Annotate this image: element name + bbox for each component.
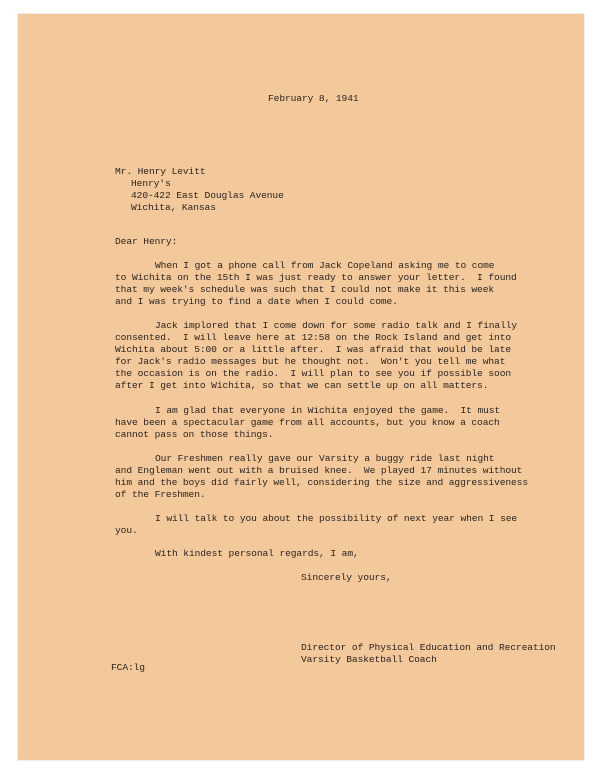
typist-initials: FCA:lg [111,662,145,673]
signature-title-1: Director of Physical Education and Recreation [301,642,556,653]
paragraph-1-line-2: to Wichita on the 15th I was just ready to answer your letter. I found [115,272,517,283]
recipient-city: Wichita, Kansas [131,202,216,213]
paragraph-3-line-1: I am glad that everyone in Wichita enjoyed the game. It must [155,405,501,416]
paragraph-4-line-2: and Engleman went out with a bruised knee. We played 17 minutes without [115,465,523,476]
recipient-name: Mr. Henry Levitt [115,166,206,177]
paragraph-1-line-1: When I got a phone call from Jack Copeland asking me to come [155,260,495,271]
paragraph-2-line-6: after I get into Wichita, so that we can settle up on all matters. [115,380,489,391]
letter-page [18,14,584,760]
paragraph-5-line-1: I will talk to you about the possibility of next year when I see [155,513,518,524]
signature-title-2: Varsity Basketball Coach [301,654,437,665]
recipient-street: 420-422 East Douglas Avenue [131,190,284,201]
paragraph-1-line-4: and I was trying to find a date when I could come. [115,296,398,307]
recipient-business: Henry's [131,178,171,189]
paragraph-3-line-3: cannot pass on those things. [115,429,274,440]
paragraph-2-line-2: consented. I will leave here at 12:58 on the Rock Island and get into [115,332,512,343]
paragraph-2-line-4: for Jack's radio messages but he thought not. Won't you tell me what [115,356,506,367]
letter-date: February 8, 1941 [268,93,359,104]
paragraph-1-line-3: that my week's schedule was such that I could not make it this week [115,284,495,295]
regards-line: With kindest personal regards, I am, [155,548,359,559]
paragraph-2-line-3: Wichita about 5:00 or a little after. I was afraid that would be late [115,344,512,355]
paragraph-3-line-2: have been a spectacular game from all accounts, but you know a coach [115,417,500,428]
paragraph-5-line-2: you. [115,525,138,536]
paragraph-2-line-1: Jack implored that I come down for some radio talk and I finally [155,320,518,331]
salutation: Dear Henry: [115,236,178,247]
closing: Sincerely yours, [301,572,392,583]
paragraph-4-line-1: Our Freshmen really gave our Varsity a buggy ride last night [155,453,495,464]
paragraph-2-line-5: the occasion is on the radio. I will plan to see you if possible soon [115,368,512,379]
letter-body [18,14,584,760]
paragraph-4-line-4: of the Freshmen. [115,489,206,500]
paragraph-4-line-3: him and the boys did fairly well, considering the size and aggressiveness [115,477,528,488]
